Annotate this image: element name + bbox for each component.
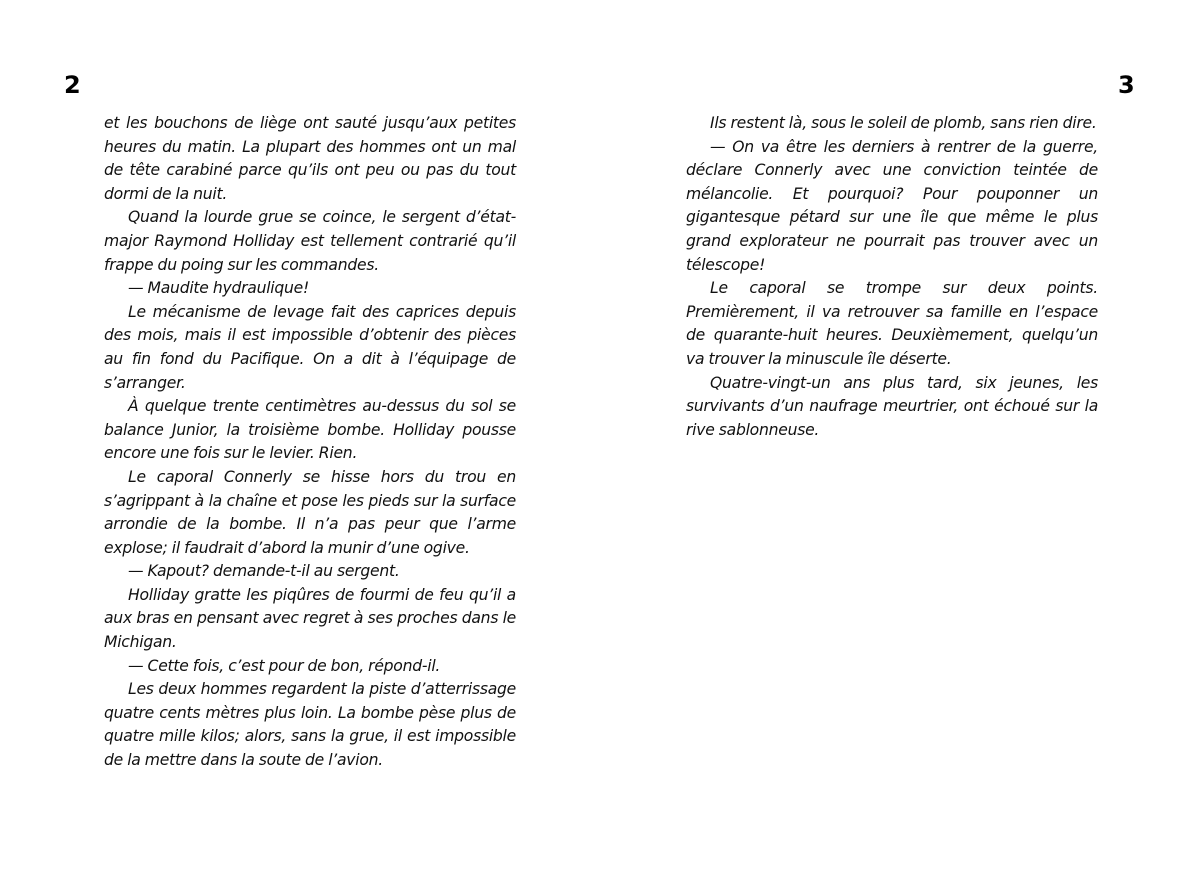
dialogue-line: — Maudite hydraulique! <box>128 279 309 298</box>
dialogue-line: — Kapout? demande-t-il au sergent. <box>128 562 400 581</box>
paragraph: Holliday gratte les piqûres de fourmi de feu qu’il a aux bras en pensant avec regret à ses proches dans le Michigan. <box>104 585 516 652</box>
dialogue-line: — Cette fois, c’est pour de bon, répond-il. <box>128 656 441 675</box>
paragraph: Le caporal se trompe sur deux points. Premièrement, il va retrouver sa famille en l’espace de quarante-huit heures. Deuxièmement, quelqu’un va trouver la minuscule île déserte. <box>686 279 1098 368</box>
paragraph: Le caporal Connerly se hisse hors du trou en s’agrippant à la chaîne et pose les pieds sur la surface arrondie de la bombe. Il n’a pas peur que l’arme explose; il faudrait d’abord la munir d’une ogive. <box>104 467 516 557</box>
right-page-text <box>686 112 1098 442</box>
page-number-right: 3 <box>1118 71 1135 99</box>
paragraph: Le mécanisme de levage fait des caprices depuis des mois, mais il est impossible d’obtenir des pièces au fin fond du Pacifique. On a dit à l’équipage de s’arranger. <box>104 302 516 392</box>
paragraph: et les bouchons de liège ont sauté jusqu’aux petites heures du matin. La plupart des hommes ont un mal de tête carabiné parce qu’ils ont peu ou pas du tout dormi de la nuit. <box>104 114 516 203</box>
dialogue-line: — On va être les derniers à rentrer de la guerre, déclare Connerly avec une conviction teintée de mélancolie. Et pourquoi? Pour pouponner un gigantesque pétard sur une île que même le plus grand explorateur ne pourrait pas trouver avec un télescope! <box>686 137 1098 274</box>
paragraph: Quatre-vingt-un ans plus tard, six jeunes, les survivants d’un naufrage meurtrier, ont échoué sur la rive sablonneuse. <box>686 373 1098 439</box>
paragraph: À quelque trente centimètres au-dessus du sol se balance Junior, la troisième bombe. Holliday pousse encore une fois sur le levier. Rien. <box>104 397 516 463</box>
paragraph: Quand la lourde grue se coince, le sergent d’état-major Raymond Holliday est tellement contrarié qu’il frappe du poing sur les commandes. <box>104 208 516 274</box>
page-number-left: 2 <box>64 71 81 99</box>
paragraph: Les deux hommes regardent la piste d’atterrissage quatre cents mètres plus loin. La bombe pèse plus de quatre mille kilos; alors, sans la grue, il est impossible de la mettre dans la soute de l’avion. <box>104 680 516 770</box>
left-page-text <box>104 112 516 773</box>
paragraph: Ils restent là, sous le soleil de plomb, sans rien dire. <box>710 114 1097 132</box>
